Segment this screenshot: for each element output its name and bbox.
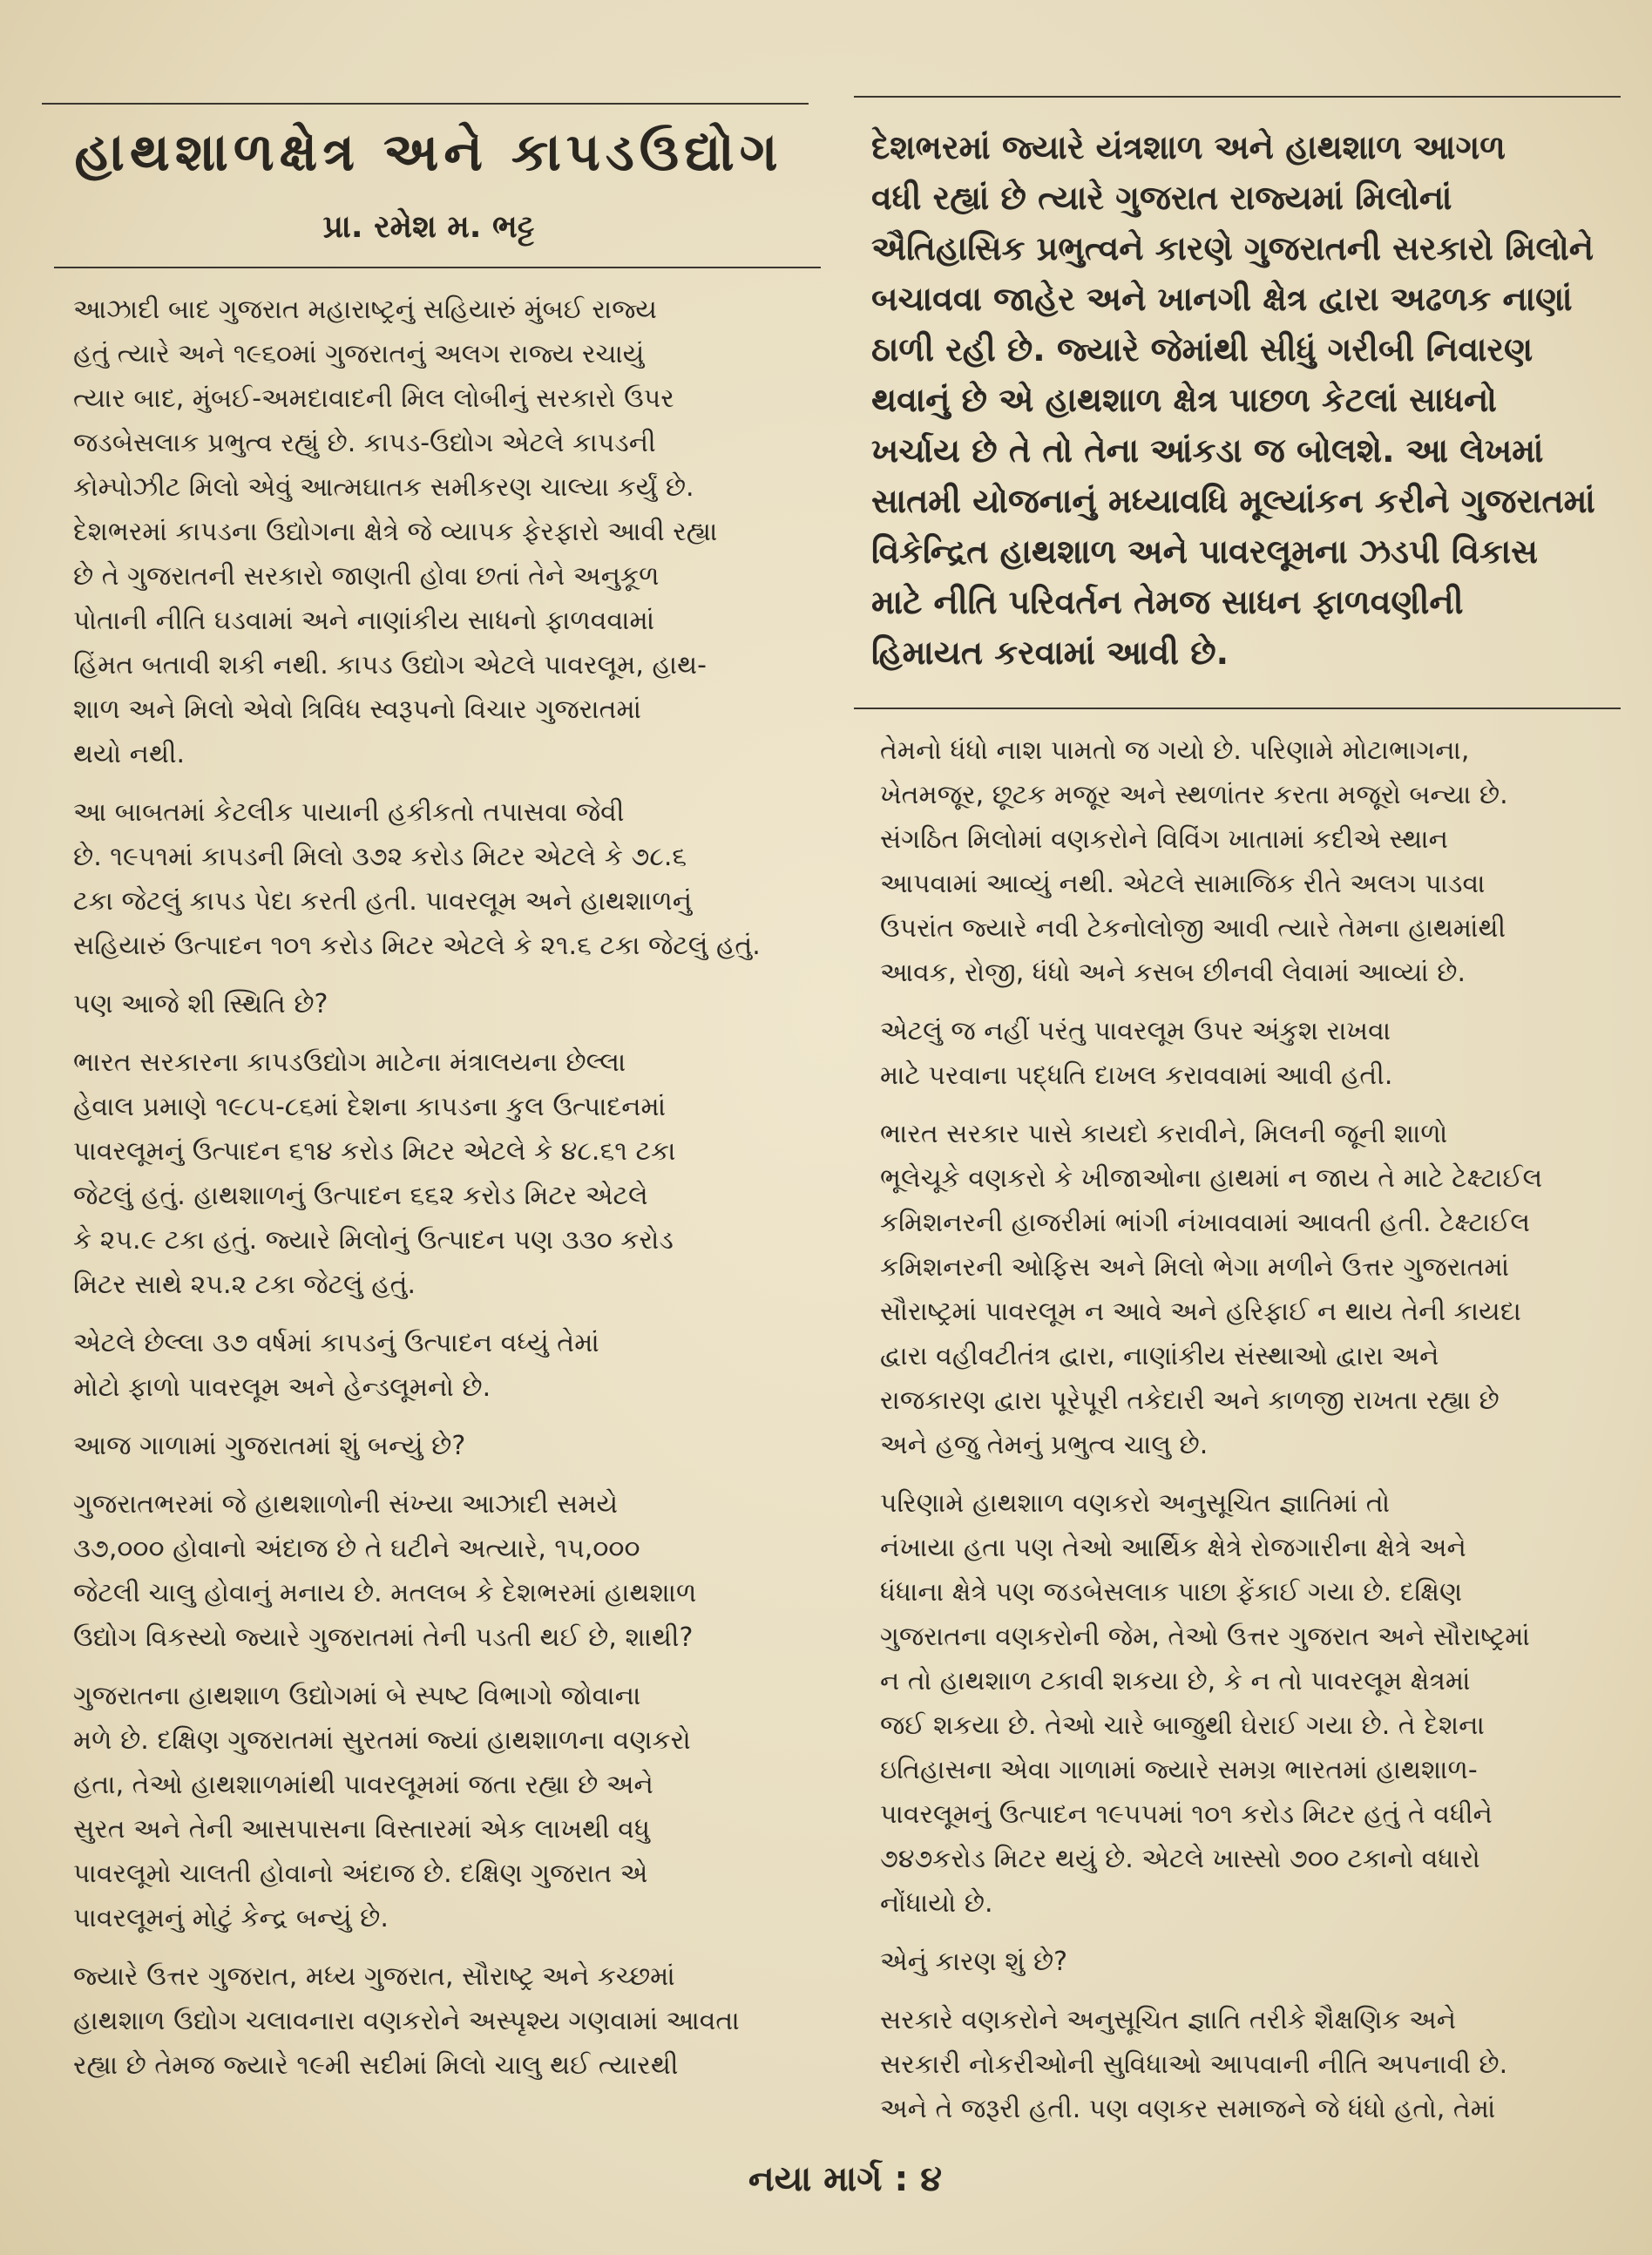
right-paragraph: એનું કારણ શું છે? — [880, 1947, 1068, 1977]
intro-top-rule — [854, 96, 1621, 98]
right-column — [880, 728, 1622, 2131]
left-paragraph: એટલે છેલ્લા ૩૭ વર્ષમાં કાપડનું ઉત્પાદન વધ્યું તેમાં મોટો ફાળો પાવરલૂમ અને હેન્ડલૂમનો છે. — [73, 1328, 599, 1403]
left-paragraph: આજ ગાળામાં ગુજરાતમાં શું બન્યું છે? — [73, 1431, 466, 1461]
title-top-rule — [42, 103, 809, 105]
right-paragraph: એટલું જ નહીં પરંતુ પાવરલૂમ ઉપર અંકુશ રાખવા માટે પરવાના પદ્ધતિ દાખલ કરાવવામાં આવી હતી. — [880, 1016, 1393, 1091]
left-paragraph: પણ આજે શી સ્થિતિ છે? — [73, 989, 328, 1019]
left-paragraph: જ્યારે ઉત્તર ગુજરાત, મધ્ય ગુજરાત, સૌરાષ્ટ્ર અને કચ્છમાં હાથશાળ ઉદ્યોગ ચલાવનારા વણકરોને અસ્પૃશ્ય ગણવામાં આવતા રહ્યા છે તેમજ જ્યારે ૧૯મી સદીમાં મિલો ચાલુ થઈ ત્યારથી — [73, 1961, 740, 2081]
right-paragraph: ભારત સરકાર પાસે કાયદો કરાવીને, મિલની જૂની શાળો ભૂલેચૂકે વણકરો કે ખીજાઓના હાથમાં ન જાય તે માટે ટેક્ષ્ટાઈલ કમિશનરની હાજરીમાં ભાંગી નંખાવવામાં આવતી હતી. ટેક્ષ્ટાઈલ કમિશનરની ઓફિસ અને મિલો ભેગા મળીને ઉત્તર ગુજરાતમાં સૌરાષ્ટ્રમાં પાવરલૂમ ન આવે અને હરિફાઈ ન થાય તેની કાયદા દ્વારા વહીવટીતંત્ર દ્વારા, નાણાંકીય સંસ્થાઓ દ્વારા અને રાજકારણ દ્વારા પૂરેપૂરી તકેદારી અને કાળજી રાખતા રહ્યા છે અને હજુ તેમનું પ્રભુત્વ ચાલુ છે. — [880, 1119, 1543, 1460]
title-bottom-rule — [54, 267, 821, 268]
page-footer: નયા માર્ગ : ૪ — [748, 2159, 943, 2199]
left-paragraph: આ બાબતમાં કેટલીક પાયાની હકીકતો તપાસવા જેવી છે. ૧૯૫૧માં કાપડની મિલો ૩૭૨ કરોડ મિટર એટલે કે ૭૮.૬ ટકા જેટલું કાપડ પેદા કરતી હતી. પાવરલૂમ અને હાથશાળનું સહિયારું ઉત્પાદન ૧૦૧ કરોડ મિટર એટલે કે ૨૧.૬ ટકા જેટલું હતું. — [73, 797, 761, 961]
left-column — [73, 288, 816, 2088]
right-paragraph: તેમનો ધંધો નાશ પામતો જ ગયો છે. પરિણામે મોટાભાગના, ખેતમજૂર, છૂટક મજૂર અને સ્થળાંતર કરતા મજૂરો બન્યા છે. સંગઠિત મિલોમાં વણકરોને વિવિંગ ખાતામાં કદીએ સ્થાન આપવામાં આવ્યું નથી. એટલે સામાજિક રીતે અલગ પાડવા ઉપરાંત જ્યારે નવી ટેકનોલોજી આવી ત્યારે તેમના હાથમાંથી આવક, રોજી, ધંધો અને કસબ છીનવી લેવામાં આવ્યાં છે. — [880, 735, 1508, 988]
left-paragraph: ગુજરાતના હાથશાળ ઉદ્યોગમાં બે સ્પષ્ટ વિભાગો જોવાના મળે છે. દક્ષિણ ગુજરાતમાં સુરતમાં જ્યાં હાથશાળના વણકરો હતા, તેઓ હાથશાળમાંથી પાવરલૂમમાં જતા રહ્યા છે અને સુરત અને તેની આસપાસના વિસ્તારમાં એક લાખથી વધુ પાવરલૂમો ચાલતી હોવાનો અંદાજ છે. દક્ષિણ ગુજરાત એ પાવરલૂમનું મોટું કેન્દ્ર બન્યું છે. — [73, 1681, 691, 1933]
left-paragraph: આઝાદી બાદ ગુજરાત મહારાષ્ટ્રનું સહિયારું મુંબઈ રાજ્ય હતું ત્યારે અને ૧૯૬૦માં ગુજરાતનું અલગ રાજ્ય રચાયું ત્યાર બાદ, મુંબઈ-અમદાવાદની મિલ લોબીનું સરકારો ઉપર જડબેસલાક પ્રભુત્વ રહ્યું છે. કાપડ-ઉદ્યોગ એટલે કાપડની કોમ્પોઝીટ મિલો એવું આત્મઘાતક સમીકરણ ચાલ્યા કર્યું છે. દેશભરમાં કાપડના ઉદ્યોગના ક્ષેત્રે જે વ્યાપક ફેરફારો આવી રહ્યા છે તે ગુજરાતની સરકારો જાણતી હોવા છતાં તેને અનુકૂળ પોતાની નીતિ ઘડવામાં અને નાણાંકીય સાધનો ફાળવવામાં હિંમત બતાવી શકી નથી. કાપડ ઉદ્યોગ એટલે પાવરલૂમ, હાથ- શાળ અને મિલો એવો ત્રિવિધ સ્વરૂપનો વિચાર ગુજરાતમાં થયો નથી. — [73, 295, 718, 769]
intro-summary — [871, 122, 1617, 678]
intro-bottom-rule — [854, 708, 1621, 709]
author-byline: પ્રા. રમેશ મ. ભટ્ટ — [322, 209, 535, 245]
right-paragraph: સરકારે વણકરોને અનુસૂચિત જ્ઞાતિ તરીકે શૈક્ષણિક અને સરકારી નોકરીઓની સુવિધાઓ આપવાની નીતિ અપનાવી છે. અને તે જરૂરી હતી. પણ વણકર સમાજને જે ધંધો હતો, તેમાં — [880, 2005, 1508, 2124]
left-paragraph: ગુજરાતભરમાં જે હાથશાળોની સંખ્યા આઝાદી સમયે ૩૭,૦૦૦ હોવાનો અંદાજ છે તે ઘટીને અત્યારે, ૧૫,૦૦૦ જેટલી ચાલુ હોવાનું મનાય છે. મતલબ કે દેશભરમાં હાથશાળ ઉદ્યોગ વિકસ્યો જ્યારે ગુજરાતમાં તેની પડતી થઈ છે, શાથી? — [73, 1489, 697, 1653]
right-paragraph: પરિણામે હાથશાળ વણકરો અનુસૂચિત જ્ઞાતિમાં તો નંખાયા હતા પણ તેઓ આર્થિક ક્ષેત્રે રોજગારીના ક્ષેત્રે અને ધંધાના ક્ષેત્રે પણ જડબેસલાક પાછા ફેંકાઈ ગયા છે. દક્ષિણ ગુજરાતના વણકરોની જેમ, તેઓ ઉત્તર ગુજરાત અને સૌરાષ્ટ્રમાં ન તો હાથશાળ ટકાવી શકયા છે, કે ન તો પાવરલૂમ ક્ષેત્રમાં જઈ શકયા છે. તેઓ ચારે બાજુથી ઘેરાઈ ગયા છે. તે દેશના ઇતિહાસના એવા ગાળામાં જ્યારે સમગ્ર ભારતમાં હાથશાળ- પાવરલૂમનું ઉત્પાદન ૧૯૫૫માં ૧૦૧ કરોડ મિટર હતું તે વધીને ૭૪૭કરોડ મિટર થયું છે. એટલે ખાસ્સો ૭૦૦ ટકાનો વધારો નોંધાયો છે. — [880, 1488, 1530, 1919]
left-paragraph: ભારત સરકારના કાપડઉદ્યોગ માટેના મંત્રાલયના છેલ્લા હેવાલ પ્રમાણે ૧૯૮૫-૮૬માં દેશના કાપડના કુલ ઉત્પાદનમાં પાવરલૂમનું ઉત્પાદન ૬૧૪ કરોડ મિટર એટલે કે ૪૮.૬૧ ટકા જેટલું હતું. હાથશાળનું ઉત્પાદન ૬૬૨ કરોડ મિટર એટલે કે ૨૫.૯ ટકા હતું. જ્યારે મિલોનું ઉત્પાદન પણ ૩૩૦ કરોડ મિટર સાથે ૨૫.૨ ટકા જેટલું હતું. — [73, 1047, 676, 1300]
intro-paragraph: દેશભરમાં જ્યારે યંત્રશાળ અને હાથશાળ આગળ વધી રહ્યાં છે ત્યારે ગુજરાત રાજ્યમાં મિલોનાં ઐતિહાસિક પ્રભુત્વને કારણે ગુજરાતની સરકારો મિલોને બચાવવા જાહેર અને ખાનગી ક્ષેત્ર દ્વારા અઢળક નાણાં ઠાળી રહી છે. જ્યારે જેમાંથી સીધું ગરીબી નિવારણ થવાનું છે એ હાથશાળ ક્ષેત્ર પાછળ કેટલાં સાધનો ખર્ચાય છે તે તો તેના આંકડા જ બોલશે. આ લેખમાં સાતમી યોજનાનું મધ્યાવધિ મૂલ્યાંકન કરીને ગુજરાતમાં વિકેન્દ્રિત હાથશાળ અને પાવરલૂમના ઝડપી વિકાસ માટે નીતિ પરિવર્તન તેમજ સાધન ફાળવણીની હિમાયત કરવામાં આવી છે. — [871, 128, 1595, 672]
article-title: હાથશાળક્ષેત્ર અને કાપડઉદ્યોગ — [74, 122, 783, 183]
